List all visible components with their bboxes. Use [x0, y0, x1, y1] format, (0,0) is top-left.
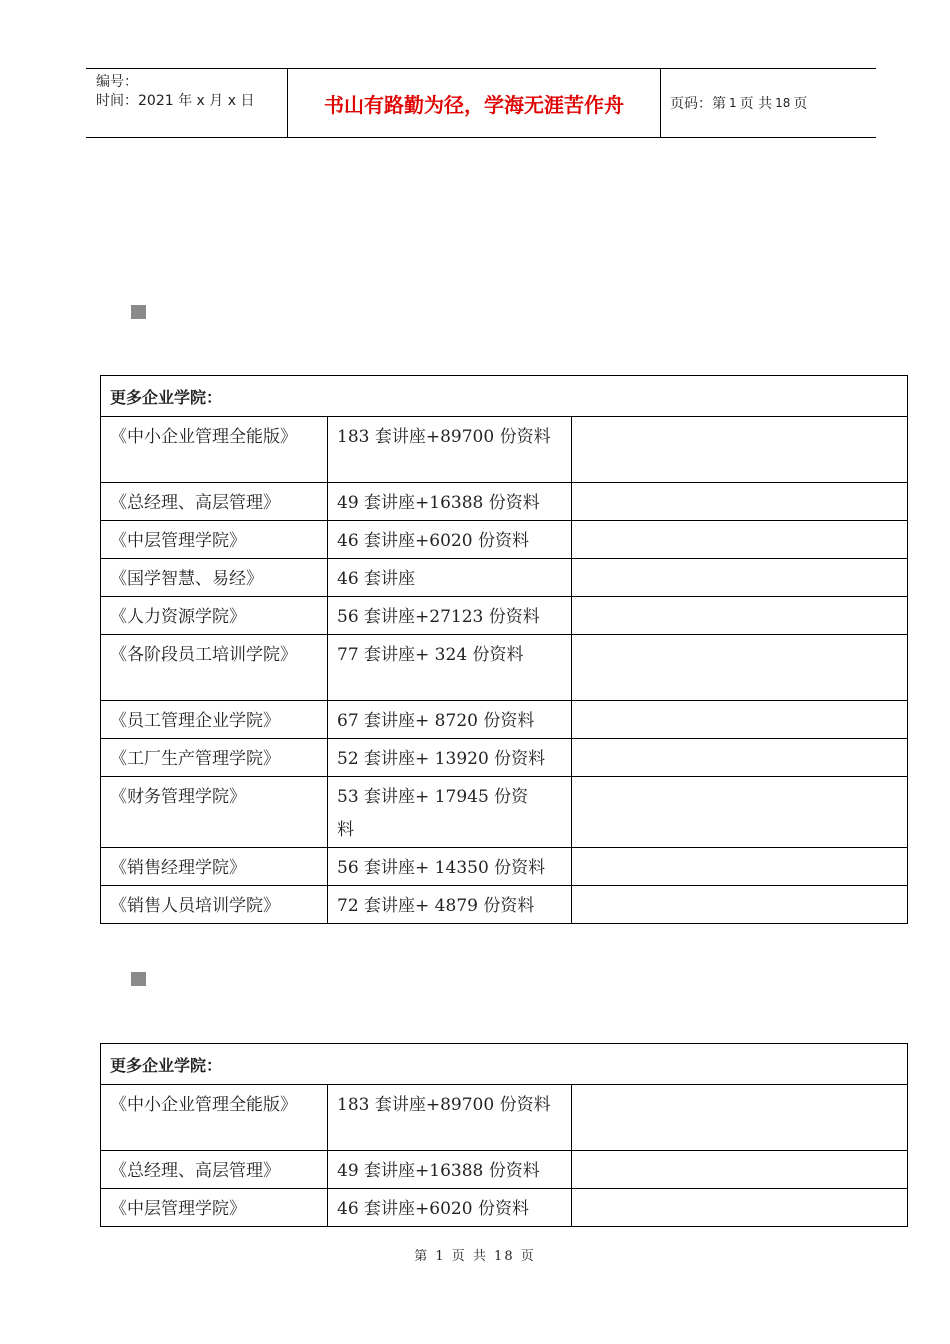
- page-prefix: 页码：第: [670, 96, 726, 112]
- course-desc: 46 套讲座+6020 份资料: [328, 521, 572, 559]
- course-name: 《中层管理学院》: [101, 521, 328, 559]
- course-name: 《销售经理学院》: [101, 848, 328, 886]
- course-desc: 183 套讲座+89700 份资料: [328, 417, 572, 483]
- square-bullet-icon: [131, 972, 146, 986]
- table-row: [101, 848, 908, 886]
- course-desc: 49 套讲座+16388 份资料: [328, 1151, 572, 1189]
- time-label: 时间：2021 年 x 月 x 日: [96, 93, 255, 109]
- empty-cell: [572, 886, 908, 924]
- empty-cell: [572, 848, 908, 886]
- table-row: [101, 739, 908, 777]
- table-row: [101, 777, 908, 848]
- empty-cell: [572, 739, 908, 777]
- course-name: 《工厂生产管理学院》: [101, 739, 328, 777]
- table-row: [101, 635, 908, 701]
- academy-table-1: [100, 375, 908, 924]
- course-desc: 49 套讲座+16388 份资料: [328, 483, 572, 521]
- page-footer: 第 1 页 共 18 页: [414, 1249, 536, 1264]
- empty-cell: [572, 559, 908, 597]
- course-desc: 56 套讲座+27123 份资料: [328, 597, 572, 635]
- table-heading-row: [101, 376, 908, 417]
- course-name: 《各阶段员工培训学院》: [101, 635, 328, 701]
- table-row: [101, 701, 908, 739]
- empty-cell: [572, 635, 908, 701]
- course-name: 《中小企业管理全能版》: [101, 1085, 328, 1151]
- course-name: 《国学智慧、易经》: [101, 559, 328, 597]
- empty-cell: [572, 483, 908, 521]
- empty-cell: [572, 1085, 908, 1151]
- table-row: [101, 559, 908, 597]
- course-name: 《员工管理企业学院》: [101, 701, 328, 739]
- page-header: [86, 68, 876, 138]
- table-row: [101, 1189, 908, 1227]
- empty-cell: [572, 777, 908, 848]
- course-name: 《中小企业管理全能版》: [101, 417, 328, 483]
- table-row: [101, 1151, 908, 1189]
- course-desc: 53 套讲座+ 17945 份资料: [328, 777, 572, 848]
- table-row: [101, 417, 908, 483]
- header-motto: 书山有路勤为径，学海无涯苦作舟: [287, 69, 661, 137]
- course-desc: 46 套讲座: [328, 559, 572, 597]
- course-name: 《人力资源学院》: [101, 597, 328, 635]
- table-row: [101, 886, 908, 924]
- page-suffix: 页: [793, 96, 808, 112]
- course-desc: 67 套讲座+ 8720 份资料: [328, 701, 572, 739]
- table-row: [101, 1085, 908, 1151]
- empty-cell: [572, 597, 908, 635]
- table-heading-row: [101, 1044, 908, 1085]
- table-row: [101, 483, 908, 521]
- course-name: 《总经理、高层管理》: [101, 483, 328, 521]
- empty-cell: [572, 701, 908, 739]
- course-name: 《销售人员培训学院》: [101, 886, 328, 924]
- square-bullet-icon: [131, 305, 146, 319]
- course-desc: 77 套讲座+ 324 份资料: [328, 635, 572, 701]
- course-name: 《总经理、高层管理》: [101, 1151, 328, 1189]
- page-total: 18: [775, 96, 791, 110]
- course-desc: 183 套讲座+89700 份资料: [328, 1085, 572, 1151]
- page-current: 1: [729, 96, 737, 110]
- course-desc: 56 套讲座+ 14350 份资料: [328, 848, 572, 886]
- course-name: 《中层管理学院》: [101, 1189, 328, 1227]
- table-row: [101, 597, 908, 635]
- course-desc: 46 套讲座+6020 份资料: [328, 1189, 572, 1227]
- empty-cell: [572, 417, 908, 483]
- table-row: [101, 521, 908, 559]
- empty-cell: [572, 1189, 908, 1227]
- empty-cell: [572, 1151, 908, 1189]
- header-meta: [96, 73, 254, 111]
- empty-cell: [572, 521, 908, 559]
- header-page-info: [670, 69, 807, 137]
- table-heading: 更多企业学院：: [101, 376, 908, 417]
- number-label: 编号：: [96, 74, 138, 90]
- course-desc: 72 套讲座+ 4879 份资料: [328, 886, 572, 924]
- page-mid: 页 共: [739, 96, 773, 112]
- course-desc: 52 套讲座+ 13920 份资料: [328, 739, 572, 777]
- academy-table-2: [100, 1043, 908, 1227]
- table-heading: 更多企业学院：: [101, 1044, 908, 1085]
- course-name: 《财务管理学院》: [101, 777, 328, 848]
